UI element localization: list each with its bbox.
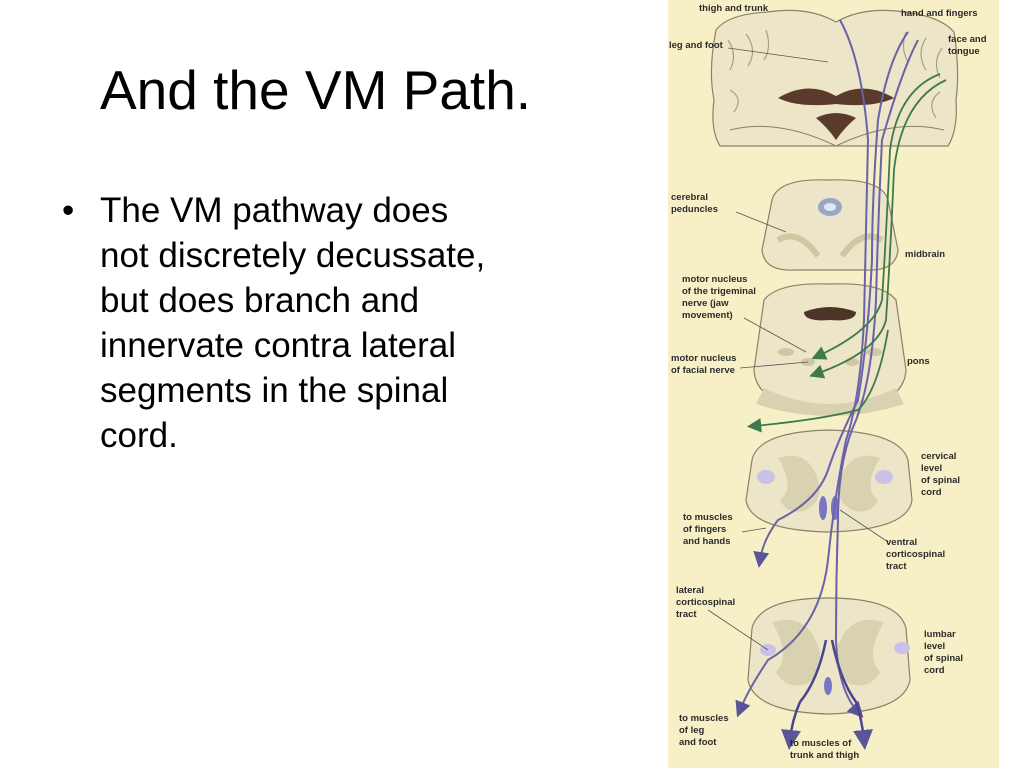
label-face-tongue: tongue [948, 46, 980, 57]
label-cervical-level: cord [921, 487, 942, 498]
label-leg-foot: leg and foot [669, 40, 723, 51]
bullet-line: innervate contra lateral [100, 326, 457, 365]
slide-title: And the VM Path. [100, 59, 532, 121]
label-lateral-corticospinal: tract [676, 609, 697, 620]
label-cervical-level: level [921, 463, 943, 474]
label-pons: pons [907, 356, 930, 367]
label-hand-fingers: hand and fingers [901, 8, 978, 19]
cervical-cord-section [746, 430, 912, 532]
pathway-diagram [668, 0, 999, 768]
label-cerebral-peduncles: cerebral [671, 192, 708, 203]
label-thigh-trunk: thigh and trunk [699, 3, 769, 14]
label-lumbar-level: lumbar [924, 629, 956, 640]
lumbar-cord-section [748, 598, 910, 714]
label-facial-nucleus: motor nucleus [671, 353, 737, 364]
label-lateral-corticospinal: corticospinal [676, 597, 736, 608]
label-trigeminal-nucleus: of the trigeminal [682, 286, 756, 297]
label-facial-nucleus: of facial nerve [671, 365, 735, 376]
label-lumbar-level: of spinal [924, 653, 964, 664]
label-trigeminal-nucleus: motor nucleus [682, 274, 748, 285]
label-trunk-thigh-muscles: to muscles of [790, 738, 852, 749]
bullet-marker: • [62, 191, 75, 230]
bullet-line: but does branch and [100, 281, 420, 320]
label-fingers-hands: of fingers [683, 524, 727, 535]
label-cervical-level: cervical [921, 451, 957, 462]
label-lumbar-level: level [924, 641, 946, 652]
label-ventral-corticospinal: ventral [886, 537, 918, 548]
label-leg-foot-muscles: and foot [679, 737, 717, 748]
bullet-line: cord. [100, 416, 178, 455]
bullet-line: not discretely decussate, [100, 236, 486, 275]
label-cerebral-peduncles: peduncles [671, 204, 718, 215]
bullet-text [100, 188, 620, 458]
label-cervical-level: of spinal [921, 475, 961, 486]
cerebral-cortex-section [711, 10, 957, 146]
label-fingers-hands: to muscles [683, 512, 733, 523]
label-ventral-corticospinal: corticospinal [886, 549, 946, 560]
bullet-line: The VM pathway does [100, 191, 449, 230]
label-midbrain: midbrain [905, 249, 946, 260]
label-trigeminal-nucleus: nerve (jaw [682, 298, 729, 309]
bullet-line: segments in the spinal [100, 371, 449, 410]
corticospinal-pathway-figure [668, 0, 999, 768]
label-fingers-hands: and hands [683, 536, 731, 547]
label-trigeminal-nucleus: movement) [682, 310, 733, 321]
label-leg-foot-muscles: to muscles [679, 713, 729, 724]
label-lumbar-level: cord [924, 665, 945, 676]
label-ventral-corticospinal: tract [886, 561, 907, 572]
label-trunk-thigh-muscles: trunk and thigh [790, 750, 860, 761]
label-lateral-corticospinal: lateral [676, 585, 704, 596]
label-leg-foot-muscles: of leg [679, 725, 705, 736]
label-face-tongue: face and [948, 34, 987, 45]
